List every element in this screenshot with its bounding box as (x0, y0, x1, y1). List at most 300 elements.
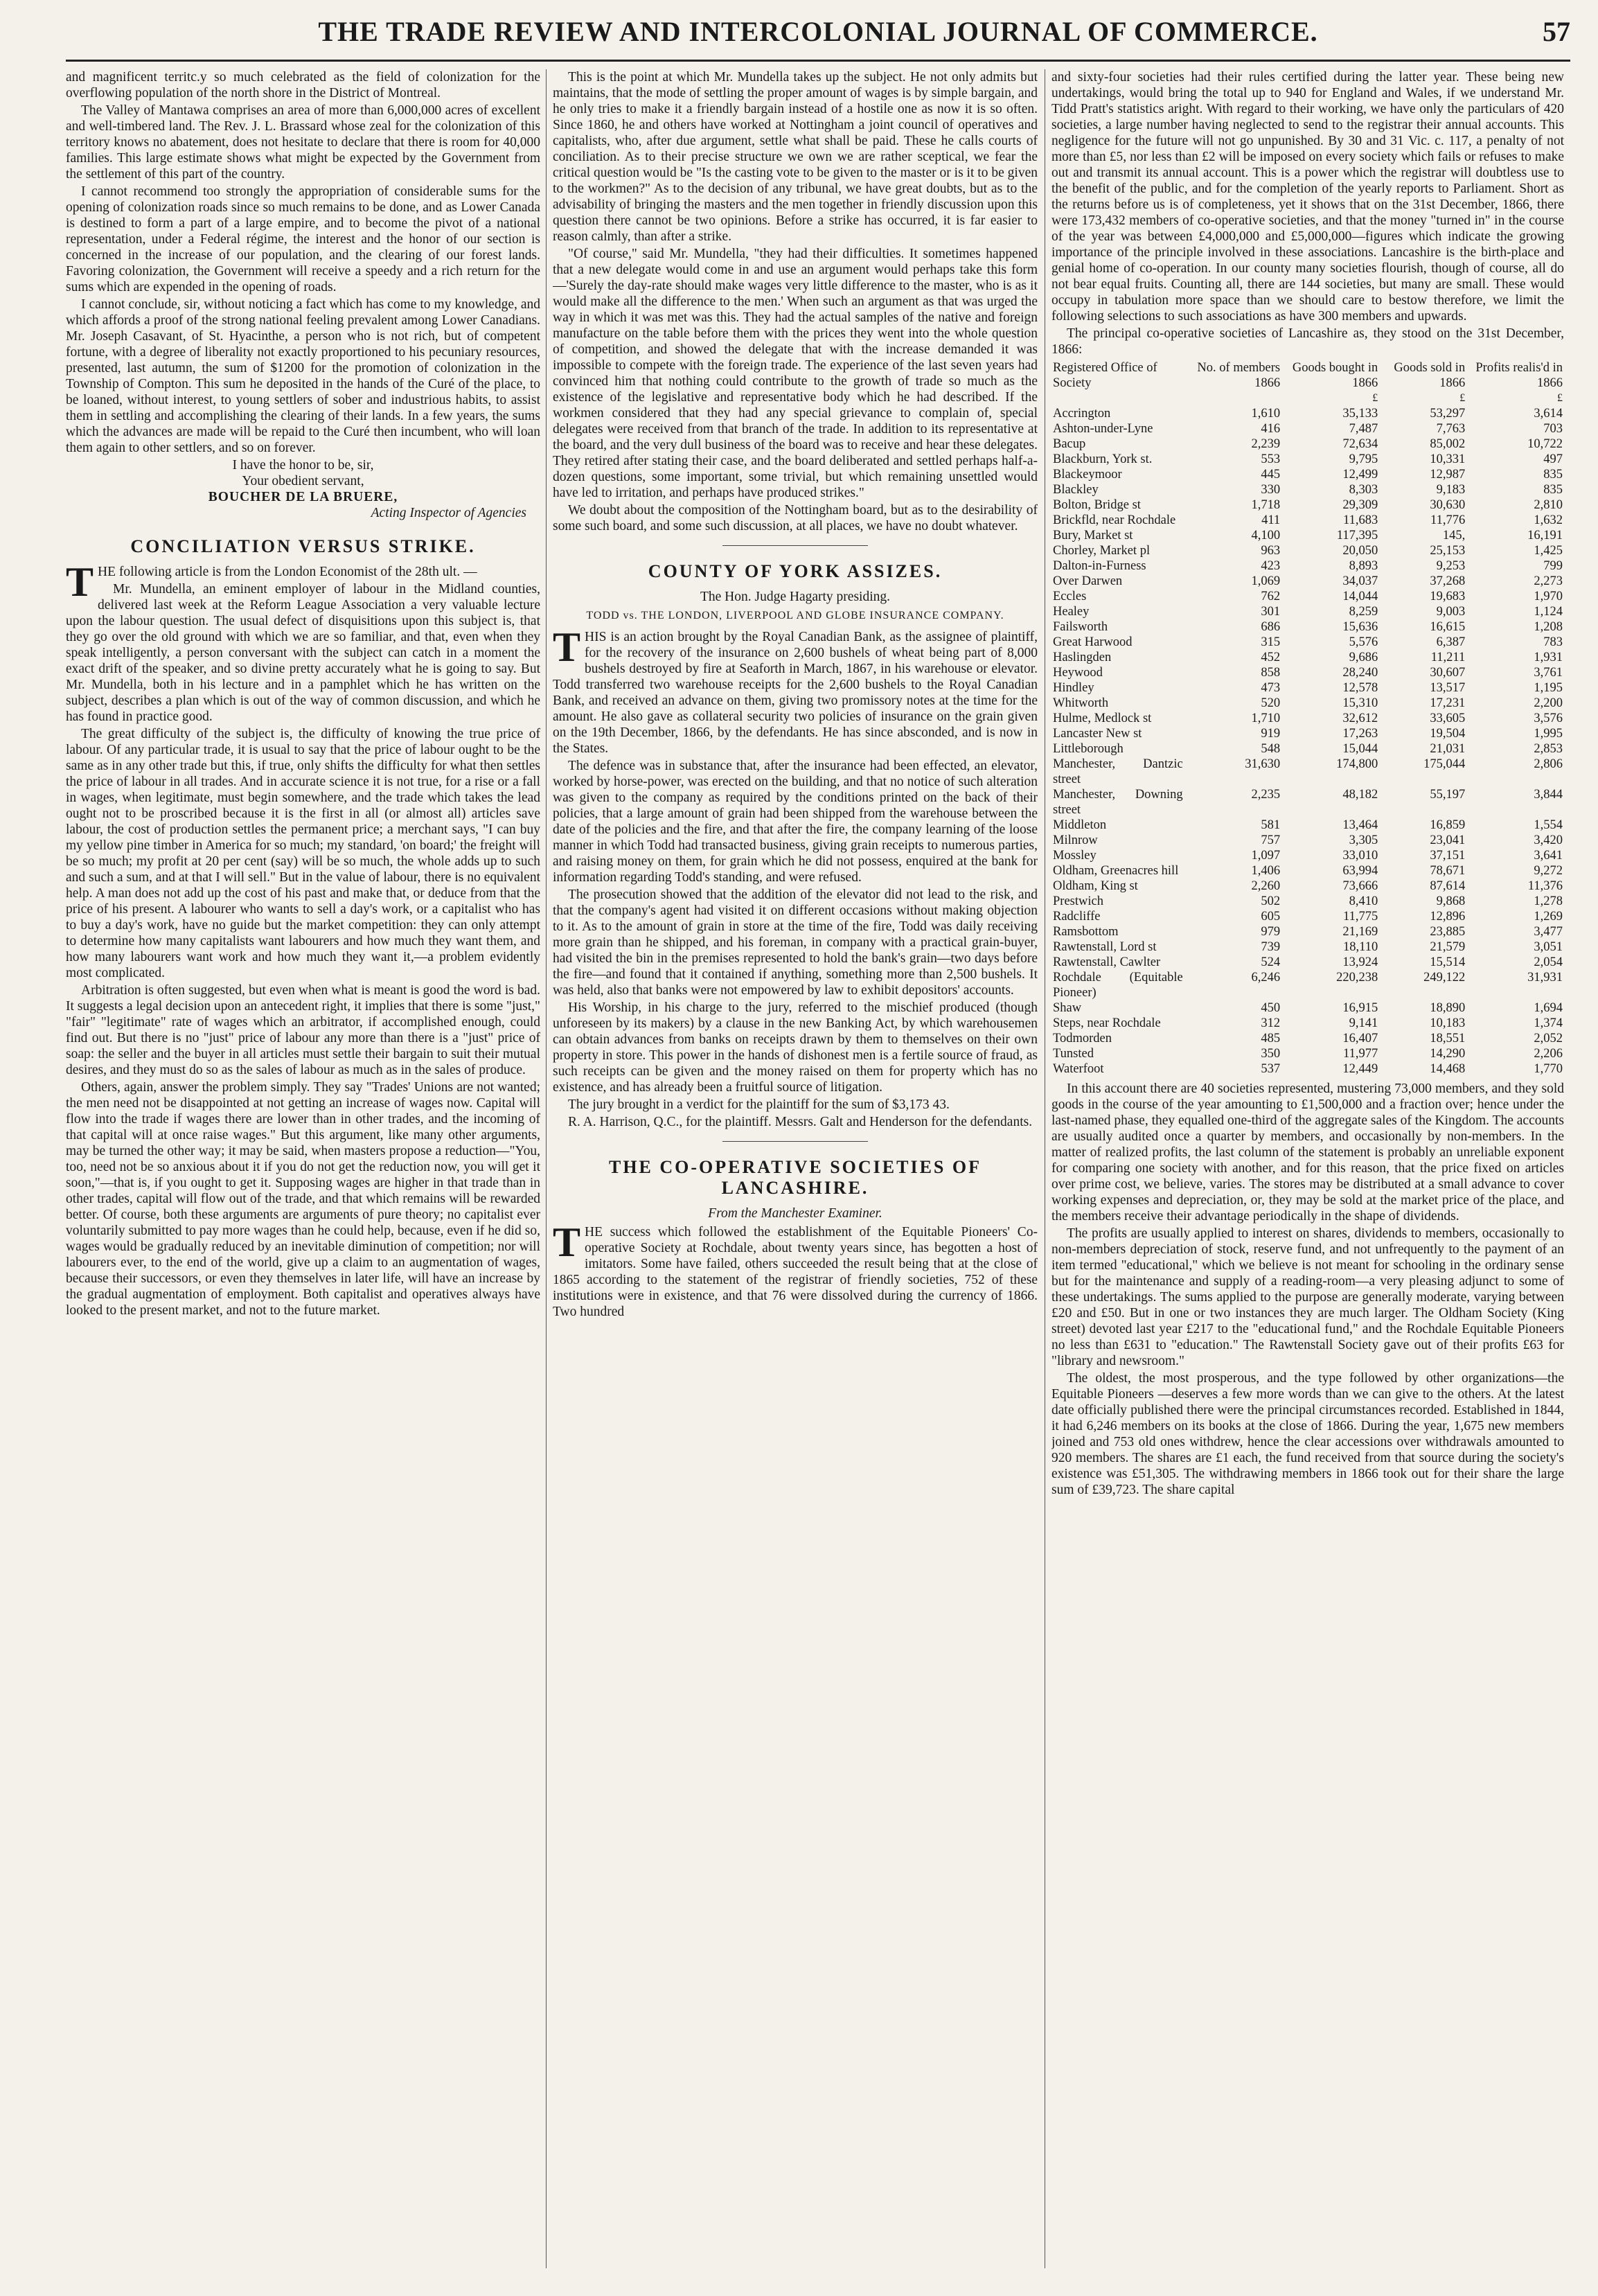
article-source: From the Manchester Examiner. (708, 1206, 882, 1221)
numeric-cell: 9,183 (1436, 483, 1466, 497)
numeric-cell: 11,977 (1343, 1047, 1378, 1061)
numeric-cell: 3,576 (1534, 712, 1563, 725)
numeric-cell: 73,666 (1342, 879, 1378, 893)
numeric-cell: 2,200 (1534, 696, 1563, 710)
cooperative-societies-table (1051, 360, 1564, 1077)
numeric-cell: 19,683 (1430, 590, 1466, 603)
table-row (1051, 574, 1564, 589)
signature-close: Your obedient servant, (242, 474, 364, 488)
society-name-cell: Ashton-under-Lyne (1053, 422, 1153, 436)
society-name-cell: Prestwich (1053, 894, 1103, 908)
numeric-cell: 2,239 (1251, 437, 1281, 451)
paragraph (553, 624, 1038, 757)
numeric-cell: 7,487 (1349, 422, 1378, 436)
numeric-cell: 835 (1543, 468, 1563, 482)
society-name-cell: Oldham, Greenacres hill (1053, 864, 1179, 878)
numeric-cell: 11,776 (1430, 513, 1466, 527)
numeric-cell: 553 (1261, 452, 1281, 466)
numeric-cell: 1,097 (1251, 849, 1281, 863)
table-row (1051, 1031, 1564, 1046)
table-row (1051, 1046, 1564, 1061)
numeric-cell: 14,290 (1430, 1047, 1466, 1061)
society-name-cell: Over Darwen (1053, 574, 1123, 588)
paragraph: The great difficulty of the subject is, the difficulty of knowing the true price of labour. Of any particular trade, it is usual to say that the price of labour ought to be the same as in any other trade but this, if true, only shifts the difficulty for what then settles the price of labour in all trades. And in accurate science it is not true, for a rise or a fall in wages, when legitimate, must begin somewhere, and the trade which takes the lead ought not to be proscribed because it is the first in all (or almost all) articles save labour, the cost of production settles the permanent price; a merchant says, "I can buy my yellow pine timber in America for so much; my standard, 'on board;' the freight will be so much; my profit at 20 per cent (say) will be so much, the whole adds up to such and such a sum, and at that I will sell." But in the value of labour, there is no equivalent help. A man does not add up the cost of his past and make that, or deduce from that the price of his present. A labourer who wants to sell a day's work, or a capitalist who has to buy a day's work, have no guide but the market competition: they can only attempt to determine how many capitalists want labourers and how much they want them, and how many labourers want work and how much they want it,—a problem evidently most complicated. (66, 727, 540, 980)
table-row (1051, 757, 1564, 787)
numeric-cell: 9,686 (1349, 651, 1378, 664)
table-row (1051, 558, 1564, 574)
unit-label (1051, 391, 1184, 406)
numeric-cell: 739 (1261, 940, 1281, 954)
society-name-cell: Milnrow (1053, 833, 1098, 847)
society-name-cell: Rochdale (Equitable Pioneer) (1053, 971, 1183, 1000)
paragraph: The Valley of Mantawa comprises an area of more than 6,000,000 acres of excellent and well-timbered land. The Rev. J. L. Brassard whose zeal for the colonization of this territory knows no abatement, does not hesitate to declare that there is room for 40,000 families. This large estimate shows what might be expected by the Government from the settlement of this part of the country. (66, 103, 540, 182)
table-row (1051, 894, 1564, 909)
signature-salutation: I have the honor to be, sir, (232, 458, 374, 473)
numeric-cell: 537 (1261, 1062, 1281, 1076)
numeric-cell: 14,044 (1342, 590, 1378, 603)
table-row (1051, 543, 1564, 558)
numeric-cell: 686 (1261, 620, 1281, 634)
section-divider (722, 1141, 868, 1142)
section-divider (722, 545, 868, 546)
table-row (1051, 619, 1564, 635)
numeric-cell: 3,420 (1534, 833, 1563, 847)
column-header: No. of members 1866 (1197, 361, 1281, 390)
society-name-cell: Eccles (1053, 590, 1087, 603)
numeric-cell: 16,407 (1342, 1032, 1378, 1045)
numeric-cell: 858 (1261, 666, 1281, 680)
table-row (1051, 955, 1564, 970)
numeric-cell: 757 (1261, 833, 1281, 847)
numeric-cell: 3,051 (1534, 940, 1563, 954)
numeric-cell: 15,514 (1430, 955, 1466, 969)
table-row (1051, 635, 1564, 650)
numeric-cell: 350 (1261, 1047, 1281, 1061)
numeric-cell: 9,253 (1436, 559, 1466, 573)
society-name-cell: Mossley (1053, 849, 1097, 863)
numeric-cell: 12,987 (1430, 468, 1466, 482)
numeric-cell: 8,410 (1349, 894, 1378, 908)
numeric-cell: 17,263 (1342, 727, 1378, 741)
table-row (1051, 452, 1564, 467)
unit-label: £ (1557, 392, 1563, 404)
signature-title: Acting Inspector of Agencies (371, 506, 526, 520)
numeric-cell: 799 (1543, 559, 1563, 573)
numeric-cell: 3,641 (1534, 849, 1563, 863)
table-row (1051, 436, 1564, 452)
numeric-cell: 8,893 (1349, 559, 1378, 573)
society-name-cell: Bolton, Bridge st (1053, 498, 1141, 512)
column-header: Goods sold in 1866 (1394, 361, 1466, 390)
numeric-cell: 85,002 (1430, 437, 1466, 451)
society-name-cell: Accrington (1053, 407, 1111, 421)
numeric-cell: 762 (1261, 590, 1281, 603)
numeric-cell: 502 (1261, 894, 1281, 908)
society-name-cell: Healey (1053, 605, 1090, 619)
numeric-cell: 473 (1261, 681, 1281, 695)
numeric-cell: 524 (1261, 955, 1281, 969)
numeric-cell: 7,763 (1436, 422, 1466, 436)
numeric-cell: 6,387 (1436, 635, 1466, 649)
society-name-cell: Blackburn, York st. (1053, 452, 1153, 466)
numeric-cell: 315 (1261, 635, 1281, 649)
table-row (1051, 467, 1564, 482)
paragraph: We doubt about the composition of the Nottingham board, but as to the desirability of some such board, and some such discussion, at all places, we have no doubt whatever. (553, 503, 1038, 533)
paragraph: I cannot conclude, sir, without noticing a fact which has come to my knowledge, and which affords a proof of the strong national feeling prevalent among Lower Canadians. Mr. Joseph Casavant, of St. Hyacinthe, a person who is not rich, but of competent fortune, with a degree of liberality not exactly proportioned to his pecuniary resources, presented, last autumn, the sum of $1200 for the promotion of colonization in the Township of Compton. This sum he deposited in the hands of the Curé of the place, to be loaned, without interest, to young settlers of sober and industrious habits, to assist them in settling and accomplishing the clearing of their lands. In a few years, the sums which the advances are made will be repaid to the Curé then incumbent, who will loan them again to other settlers, and so on forever. (66, 297, 540, 455)
numeric-cell: 15,044 (1342, 742, 1378, 756)
paragraph (553, 1219, 1038, 1320)
society-name-cell: Heywood (1053, 666, 1103, 680)
numeric-cell: 485 (1261, 1032, 1281, 1045)
numeric-cell: 78,671 (1430, 864, 1466, 878)
numeric-cell: 411 (1261, 513, 1281, 527)
paragraph: The profits are usually applied to interest on shares, dividends to members, occasionally to non-members depreciation of stock, reserve fund, and not unfrequently to the payment of an item termed "educational," which we believe is not meant for schooling in the ordinary sense but for the maintenance and supply of a reading-room—a very pleasing adjunct to some of these undertakings. The sums applied to the purpose are generally moderate, varying between £20 and £50. But in one or two instances they are much larger. The Oldham Society (King street) devoted last year £217 to the "educational fund," and the Rochdale Equitable Pioneers no less than £631 to "education." The Rawtenstall Society gave out of their profits £63 for "library and newsroom." (1051, 1226, 1564, 1368)
paragraph: The jury brought in a verdict for the plaintiff for the sum of $3,173 43. (568, 1097, 950, 1112)
society-name-cell: Oldham, King st (1053, 879, 1138, 893)
numeric-cell: 13,924 (1342, 955, 1378, 969)
numeric-cell: 2,206 (1534, 1047, 1563, 1061)
numeric-cell: 3,844 (1534, 788, 1563, 802)
numeric-cell: 30,630 (1430, 498, 1466, 512)
table-body (1051, 406, 1564, 1077)
society-name-cell: Steps, near Rochdale (1053, 1016, 1161, 1030)
numeric-cell: 220,238 (1336, 971, 1378, 984)
table-units-row (1051, 391, 1564, 406)
numeric-cell: 117,395 (1336, 529, 1378, 542)
table-row (1051, 787, 1564, 818)
society-name-cell: Bury, Market st (1053, 529, 1133, 542)
society-name-cell: Blackeymoor (1053, 468, 1122, 482)
society-name-cell: Waterfoot (1053, 1062, 1104, 1076)
unit-label: £ (1372, 392, 1378, 404)
paragraph: and sixty-four societies had their rules certified during the latter year. These being new undertakings, would bring the total up to 940 for England and Wales, if we understand Mr. Tidd Pratt's statistics aright. With regard to their working, we have only the particulars of 420 societies, a large number having neglected to send to the registrar their annual accounts. This negligence for the future will not go unpunished. By 30 and 31 Vic. c. 117, a penalty of not more than £5, nor less than £2 will be imposed on every society which fails or refuses to make out and transmit its annual account. This is a power which the registrar will doubtless use to the benefit of the public, and for the completion of the yearly reports to Parliament. Short as the returns before us is of completeness, yet it shows that on the 31st December, 1866, there were 173,432 members of co-operative societies, and that the money "turned in" in the course of the year was between £4,000,000 and £5,000,000—figures which indicate the growing importance of the principle involved in these associations. Lancashire is the birth-place and genial home of co-operation. In our county many societies flourish, though of course, all do not bear equal fruits. Counting all, there are 144 societies, but many are small. These would occupy in tabulation more space than we should care to bestow therefore, we limit the following selections to such associations as have 300 members and upwards. (1051, 70, 1564, 324)
numeric-cell: 497 (1543, 452, 1563, 466)
numeric-cell: 1,208 (1534, 620, 1563, 634)
paragraph: This is the point at which Mr. Mundella takes up the subject. He not only admits but maintains, that the mode of settling the proper amount of wages is by simple bargain, and he only tries to make it a friendly bargain instead of a hostile one as now it is so often. Since 1860, he and others have worked at Nottingham a joint council of operatives and capitalists, who, after due argument, settle what shall be paid. These he calls courts of conciliation. As to their precise structure we own we are rather sceptical, we fear the critical question would be "Is the casting vote to be given to the master or is it to be given to the workmen?" As to the decision of any tribunal, we have great doubts, but as to the advisability of bringing the masters and the men together in friendly discussion upon this question there cannot be two opinions. Before a strike has occurred, it is far easier to reason calmly, than after a strike. (553, 70, 1038, 244)
numeric-cell: 3,305 (1349, 833, 1378, 847)
paragraph: Others, again, answer the problem simply. They say "Trades' Unions are not wanted; the men need not be disappointed at not getting an increase of wages now. Capital will flow into the trade if wages there are lower than in other trades, and the incoming of that capital will at once raise wages." But this argument, like many other arguments, may be turned the other way; it may be said, when masters propose a reduction—"You, too, need not be so anxious about it if you do not get the reduction now, you will get it soon,"—that is, if you ought to get it. Supposing wages are higher in that trade than in other trades, capital will flow out of the trade, and that which remains will be rewarded better. Of course, both these arguments are arguments of pure theory; no capitalist ever voluntarily submitted to pay more wages than he could help, because, even if he did so, wages would be gradually reduced by an inevitable diminution of competition; nor will labourers ever, to the end of the world, give up a claim to an augmentation of wages, because their successors, or even they themselves in later life, will have an increase by the gradual augmentation of employment. Both capitalist and operatives always have looked to the present market, and not to the future market. (66, 1080, 540, 1318)
numeric-cell: 450 (1261, 1001, 1281, 1015)
paragraph-text: HE success which followed the establishment of the Equitable Pioneers' Co-operative Society at Rochdale, about twenty years since, has begotten a host of imitators. Some have failed, others succeeded the result being that at the close of 1865 according to the statement of the registrar of friendly societies, 752 of these institutions were in existence, and that 76 were dissolved during the currency of 1866. Two hundred (553, 1225, 1038, 1319)
table-row (1051, 1016, 1564, 1031)
table-row (1051, 863, 1564, 878)
numeric-cell: 16,859 (1430, 818, 1466, 832)
numeric-cell: 1,554 (1534, 818, 1563, 832)
numeric-cell: 8,303 (1349, 483, 1378, 497)
drop-cap: T (553, 624, 581, 670)
numeric-cell: 1,069 (1251, 574, 1281, 588)
numeric-cell: 249,122 (1423, 971, 1466, 984)
society-name-cell: Haslingden (1053, 651, 1112, 664)
numeric-cell: 12,449 (1342, 1062, 1378, 1076)
numeric-cell: 16,191 (1527, 529, 1563, 542)
numeric-cell: 1,632 (1534, 513, 1563, 527)
numeric-cell: 1,425 (1534, 544, 1563, 558)
table-row (1051, 741, 1564, 757)
numeric-cell: 37,268 (1430, 574, 1466, 588)
numeric-cell: 3,761 (1534, 666, 1563, 680)
society-name-cell: Hulme, Medlock st (1053, 712, 1152, 725)
table-row (1051, 878, 1564, 894)
numeric-cell: 31,630 (1245, 757, 1281, 771)
numeric-cell: 18,110 (1343, 940, 1378, 954)
numeric-cell: 37,151 (1430, 849, 1466, 863)
column-rule (546, 69, 547, 2268)
numeric-cell: 23,041 (1430, 833, 1466, 847)
paragraph: In this account there are 40 societies represented, mustering 73,000 members, and they sold goods in the course of the year amounting to £1,500,000 and a fraction over; hence under the last-named phase, they equalled one-third of the aggregate sales of the Kingdom. The accounts are usually audited once a quarter by members, and occasionally by non-members. In the matter of realized profits, the last column of the statement is probably an unreliable exponent for comparing one society with another, and for this reason, that the price fixed on articles over prime cost, we believe, varies. The stores may be distributed at a small advance to cover working expenses and depreciation, or, they may be sold at the market price of the place, and the members receive their advantage periodically in the shape of dividends. (1051, 1081, 1564, 1224)
table-row (1051, 924, 1564, 939)
table-row (1051, 970, 1564, 1000)
table-row (1051, 848, 1564, 863)
table-row (1051, 604, 1564, 619)
table-row (1051, 482, 1564, 497)
numeric-cell: 9,868 (1436, 894, 1466, 908)
numeric-cell: 2,235 (1251, 788, 1281, 802)
numeric-cell: 4,100 (1251, 529, 1281, 542)
numeric-cell: 10,183 (1430, 1016, 1466, 1030)
paragraph: I cannot recommend too strongly the appropriation of considerable sums for the opening of colonization roads since so much remains to be done, and as Lower Canada is destined to form a part of a large empire, and to become the pivot of a national representation, under a Federal régime, the interest and the honor of our section is concerned in the increase of our population, and the clearing of our forest lands. Favoring colonization, the Government will receive a speedy and a rich return for the sums which are expended in the opening of roads. (66, 184, 540, 294)
paragraph: The prosecution showed that the addition of the elevator did not lead to the risk, and that the company's agent had visited it on different occasions without making objection to it. As to the amount of grain in store at the time of the fire, Todd was daily receiving more grain than he shipped, and his foreman, in company with a practical grain-buyer, had visited the bin in the premises represented to hold the bank's grain—two days before the fire—and found that it contained if anything, something more than 2,500 bushels. It was held, also that banks were not empowered by law to exhibit depositors' accounts. (553, 888, 1038, 998)
table-row (1051, 650, 1564, 665)
paragraph: The principal co-operative societies of Lancashire as, they stood on the 31st December, 1866: (1051, 326, 1564, 357)
numeric-cell: 21,169 (1342, 925, 1378, 939)
numeric-cell: 3,477 (1534, 925, 1563, 939)
numeric-cell: 63,994 (1342, 864, 1378, 878)
numeric-cell: 18,551 (1430, 1032, 1466, 1045)
numeric-cell: 452 (1261, 651, 1281, 664)
numeric-cell: 548 (1261, 742, 1281, 756)
numeric-cell: 5,576 (1349, 635, 1378, 649)
numeric-cell: 520 (1261, 696, 1281, 710)
numeric-cell: 330 (1261, 483, 1281, 497)
table-row (1051, 665, 1564, 680)
society-name-cell: Ramsbottom (1053, 925, 1119, 939)
numeric-cell: 19,504 (1430, 727, 1466, 741)
article-intro (66, 559, 540, 605)
numeric-cell: 1,694 (1534, 1001, 1563, 1015)
signature-name: BOUCHER DE LA BRUERE, (208, 490, 398, 504)
numeric-cell: 29,309 (1342, 498, 1378, 512)
society-name-cell: Manchester, Dantzic street (1053, 757, 1183, 786)
numeric-cell: 33,010 (1342, 849, 1378, 863)
table-row (1051, 497, 1564, 513)
numeric-cell: 1,995 (1534, 727, 1563, 741)
numeric-cell: 175,044 (1423, 757, 1466, 771)
numeric-cell: 30,607 (1430, 666, 1466, 680)
numeric-cell: 21,031 (1430, 742, 1466, 756)
numeric-cell: 1,124 (1534, 605, 1563, 619)
numeric-cell: 605 (1261, 910, 1281, 924)
society-name-cell: Whitworth (1053, 696, 1109, 710)
column-1 (66, 69, 540, 2268)
numeric-cell: 2,853 (1534, 742, 1563, 756)
numeric-cell: 17,231 (1430, 696, 1466, 710)
numeric-cell: 12,896 (1430, 910, 1466, 924)
paragraph: The oldest, the most prosperous, and the type followed by other organizations—the Equitable Pioneers —deserves a few more words than we can give to the others. At the latest date officially published there were the principal circumstances recorded. Established in 1844, it had 6,246 members on its books at the close of 1866. During the year, 1,675 new members joined and 753 old ones withdrew, hence the clear accessions over withdrawals amounted to 920 members. The shares are £1 each, the fund received from that source during the society's existence was £51,305. The withdrawing members in 1866 took out for their share the large sum of £39,723. The share capital (1051, 1371, 1564, 1497)
numeric-cell: 28,240 (1342, 666, 1378, 680)
numeric-cell: 16,615 (1430, 620, 1466, 634)
running-header (66, 15, 1570, 62)
numeric-cell: 14,468 (1430, 1062, 1466, 1076)
paragraph: The defence was in substance that, after the insurance had been effected, an elevator, worked by horse-power, was erected on the building, and that no notice of such alteration was given to the company as required by the conditions printed on the back of their policies, that a large amount of grain had been shipped from the warehouse between the date of the policies and the fire, and that after the fire, the company learning of the loose manner in which Todd had transacted business, giving grain receipts to numerous parties, and raising money on them, for grain which he did not possess, enquired at the bank for information regarding Todd's standing, and were refused. (553, 759, 1038, 885)
numeric-cell: 301 (1261, 605, 1281, 619)
unit-label (1184, 391, 1281, 406)
table-row (1051, 513, 1564, 528)
numeric-cell: 423 (1261, 559, 1281, 573)
numeric-cell: 21,579 (1430, 940, 1466, 954)
society-name-cell: Lancaster New st (1053, 727, 1142, 741)
table-row (1051, 711, 1564, 726)
society-name-cell: Rawtenstall, Lord st (1053, 940, 1157, 954)
numeric-cell: 11,376 (1527, 879, 1563, 893)
society-name-cell: Brickfld, near Rochdale (1053, 513, 1176, 527)
table-header-row (1051, 360, 1564, 391)
numeric-cell: 416 (1261, 422, 1281, 436)
society-name-cell: Failsworth (1053, 620, 1108, 634)
numeric-cell: 1,406 (1251, 864, 1281, 878)
case-title: TODD vs. THE LONDON, LIVERPOOL AND GLOBE INSURANCE COMPANY. (586, 610, 1004, 621)
society-name-cell: Great Harwood (1053, 635, 1133, 649)
numeric-cell: 13,517 (1430, 681, 1466, 695)
numeric-cell: 1,931 (1534, 651, 1563, 664)
table-row (1051, 528, 1564, 543)
article-subheading: The Hon. Judge Hagarty presiding. (700, 590, 891, 604)
numeric-cell: 15,310 (1342, 696, 1378, 710)
numeric-cell: 48,182 (1342, 788, 1378, 802)
numeric-cell: 6,246 (1251, 971, 1281, 984)
table-row (1051, 589, 1564, 604)
journal-title: THE TRADE REVIEW AND INTERCOLONIAL JOURNAL OF COMMERCE. (318, 16, 1318, 47)
numeric-cell: 1,718 (1251, 498, 1281, 512)
numeric-cell: 3,614 (1534, 407, 1563, 421)
paragraph: His Worship, in his charge to the jury, referred to the mischief produced (though unforeseen by its makers) by a clause in the new Banking Act, by which warehousemen can obtain advances from banks on receipts drawn by them to themselves on their own property in store. This power in the hands of dishonest men is a fertile source of fraud, as such receipts can be given and the money raised on them for property which has no existence, and has already been a fruitful source of litigation. (553, 1000, 1038, 1095)
numeric-cell: 312 (1261, 1016, 1281, 1030)
society-name-cell: Radcliffe (1053, 910, 1101, 924)
table-row (1051, 726, 1564, 741)
numeric-cell: 919 (1261, 727, 1281, 741)
numeric-cell: 445 (1261, 468, 1281, 482)
numeric-cell: 1,770 (1534, 1062, 1563, 1076)
society-name-cell: Dalton-in-Furness (1053, 559, 1146, 573)
numeric-cell: 2,054 (1534, 955, 1563, 969)
numeric-cell: 10,331 (1430, 452, 1466, 466)
article-heading: THE CO-OPERATIVE SOCIETIES OF LANCASHIRE. (608, 1157, 982, 1198)
numeric-cell: 12,499 (1342, 468, 1378, 482)
society-name-cell: Manchester, Downing street (1053, 788, 1183, 817)
numeric-cell: 35,133 (1342, 407, 1378, 421)
unit-label: £ (1459, 392, 1466, 404)
paragraph: "Of course," said Mr. Mundella, "they had their difficulties. It sometimes happened that a new delegate would come in and use an argument would perhaps take this form—'Surely the day-rate should make wages very little difference to the master, who is as it would make all the difference to the men.' When such an argument as that was urged the way in which it was met was this. They had the actual samples of the native and foreign manufacture on the table before them with the prices they went into the whole question of competition, and showed the delegate that with the increase demanded it was impossible to compete with the foreign trade. The experience of the last seven years had convinced him that nothing could contribute to the growth of trade so much as the existence of the legislative and representative body which he had described. If the workmen considered that they had any special grievance to complain of, special delegates were received from that branch of the trade. In addition to its representative at the board, and the very dull business of the board was to receive and hear these delegates. They retired after stating their case, and the board deliberated and settled perhaps half-a-dozen questions, some important, some trivial, but which remaining unsettled would have led to irritation, and perhaps have produced strikes." (553, 247, 1038, 500)
numeric-cell: 32,612 (1342, 712, 1378, 725)
paragraph-text: HIS is an action brought by the Royal Canadian Bank, as the assignee of plaintiff, for the recovery of the insurance on 2,600 bushels of wheat being part of 8,000 bushels destroyed by fire at Seaforth in March, 1867, in his warehouse or elevator. Todd transferred two warehouse receipts for the 2,600 bushels to the Royal Canadian Bank, and received an advance on them, giving two promissory notes at the time for the amount. He also gave as collateral security two policies of insurance on the grain given on the 19th December, 1866, by the defendants. He has since absconded, and is now in the States. (553, 630, 1038, 756)
numeric-cell: 11,211 (1430, 651, 1466, 664)
numeric-cell: 87,614 (1430, 879, 1466, 893)
numeric-cell: 11,775 (1343, 910, 1378, 924)
numeric-cell: 53,297 (1430, 407, 1466, 421)
numeric-cell: 9,003 (1436, 605, 1466, 619)
numeric-cell: 55,197 (1430, 788, 1466, 802)
numeric-cell: 10,722 (1527, 437, 1563, 451)
article-heading: COUNTY OF YORK ASSIZES. (648, 561, 943, 581)
table-row (1051, 680, 1564, 696)
numeric-cell: 1,610 (1251, 407, 1281, 421)
numeric-cell: 145, (1442, 529, 1466, 542)
numeric-cell: 13,464 (1342, 818, 1378, 832)
numeric-cell: 1,269 (1534, 910, 1563, 924)
numeric-cell: 8,259 (1349, 605, 1378, 619)
article-heading: CONCILIATION VERSUS STRIKE. (130, 536, 476, 556)
numeric-cell: 783 (1543, 635, 1563, 649)
page-number: 57 (1543, 16, 1570, 47)
numeric-cell: 16,915 (1342, 1001, 1378, 1015)
society-name-cell: Tunsted (1053, 1047, 1094, 1061)
numeric-cell: 9,272 (1534, 864, 1563, 878)
numeric-cell: 72,634 (1342, 437, 1378, 451)
numeric-cell: 1,278 (1534, 894, 1563, 908)
table-row (1051, 421, 1564, 436)
numeric-cell: 25,153 (1430, 544, 1466, 558)
table-row (1051, 939, 1564, 955)
numeric-cell: 33,605 (1430, 712, 1466, 725)
society-name-cell: Blackley (1053, 483, 1099, 497)
table-row (1051, 1061, 1564, 1077)
column-header: Profits realis'd in 1866 (1475, 361, 1563, 390)
table-row (1051, 406, 1564, 421)
numeric-cell: 2,810 (1534, 498, 1563, 512)
numeric-cell: 1,374 (1534, 1016, 1563, 1030)
numeric-cell: 11,683 (1343, 513, 1378, 527)
society-name-cell: Rawtenstall, Cawlter (1053, 955, 1161, 969)
numeric-cell: 18,890 (1430, 1001, 1466, 1015)
numeric-cell: 34,037 (1342, 574, 1378, 588)
numeric-cell: 20,050 (1342, 544, 1378, 558)
numeric-cell: 1,195 (1534, 681, 1563, 695)
numeric-cell: 2,260 (1251, 879, 1281, 893)
numeric-cell: 581 (1261, 818, 1281, 832)
numeric-cell: 12,578 (1342, 681, 1378, 695)
numeric-cell: 2,273 (1534, 574, 1563, 588)
intro-text: HE following article is from the London Economist of the 28th ult. — (98, 565, 477, 579)
society-name-cell: Todmorden (1053, 1032, 1112, 1045)
drop-cap: T (66, 559, 94, 605)
table-row (1051, 833, 1564, 848)
column-2 (553, 69, 1038, 2268)
paragraph: Mr. Mundella, an eminent employer of labour in the Midland counties, delivered last week at the Reform League Association a very valuable lecture upon the labour question. The usual defect of disquisitions upon this subject is, that they go over the old ground with which we are so familiar, and that, even when they speak intelligently, a person conversant with the subject can catch in a moment the exact drift of the speaker, and so divine pretty accurately what he is going to say. But Mr. Mundella, both in his lecture and in a pamphlet which he has written on the subject, describes a plan which is out of the way of common discussion, and which he has found in practice good. (66, 582, 540, 724)
numeric-cell: 2,052 (1534, 1032, 1563, 1045)
drop-cap: T (553, 1219, 581, 1265)
numeric-cell: 15,636 (1342, 620, 1378, 634)
numeric-cell: 1,970 (1534, 590, 1563, 603)
numeric-cell: 23,885 (1430, 925, 1466, 939)
column-header: Goods bought in 1866 (1292, 361, 1378, 390)
paragraph: R. A. Harrison, Q.C., for the plaintiff. Messrs. Galt and Henderson for the defendants. (568, 1115, 1033, 1129)
table-row (1051, 818, 1564, 833)
numeric-cell: 703 (1543, 422, 1563, 436)
table-row (1051, 909, 1564, 924)
numeric-cell: 31,931 (1527, 971, 1563, 984)
table-row (1051, 696, 1564, 711)
numeric-cell: 979 (1261, 925, 1281, 939)
society-name-cell: Hindley (1053, 681, 1094, 695)
society-name-cell: Chorley, Market pl (1053, 544, 1151, 558)
paragraph: and magnificent territc.y so much celebrated as the field of colonization for the overflowing population of the north shore in the District of Montreal. (66, 70, 540, 100)
numeric-cell: 9,795 (1349, 452, 1378, 466)
society-name-cell: Middleton (1053, 818, 1107, 832)
paragraph: Arbitration is often suggested, but even when what is meant is good the word is bad. It suggests a legal decision upon an antecedent right, it implies that there is some "just," "fair" "legitimate" rate of wages which an arbitrator, if accomplished enough, could find out. But there is no "just" price of labour any more than there is a "just" price of soap: the seller and the buyer in all articles must settle their bargain to suit their mutual desires, and they must do so as the sales of labour as much as in the sales of produce. (66, 983, 540, 1077)
column-header: Registered Office of Society (1053, 361, 1157, 390)
numeric-cell: 835 (1543, 483, 1563, 497)
numeric-cell: 2,806 (1534, 757, 1563, 771)
